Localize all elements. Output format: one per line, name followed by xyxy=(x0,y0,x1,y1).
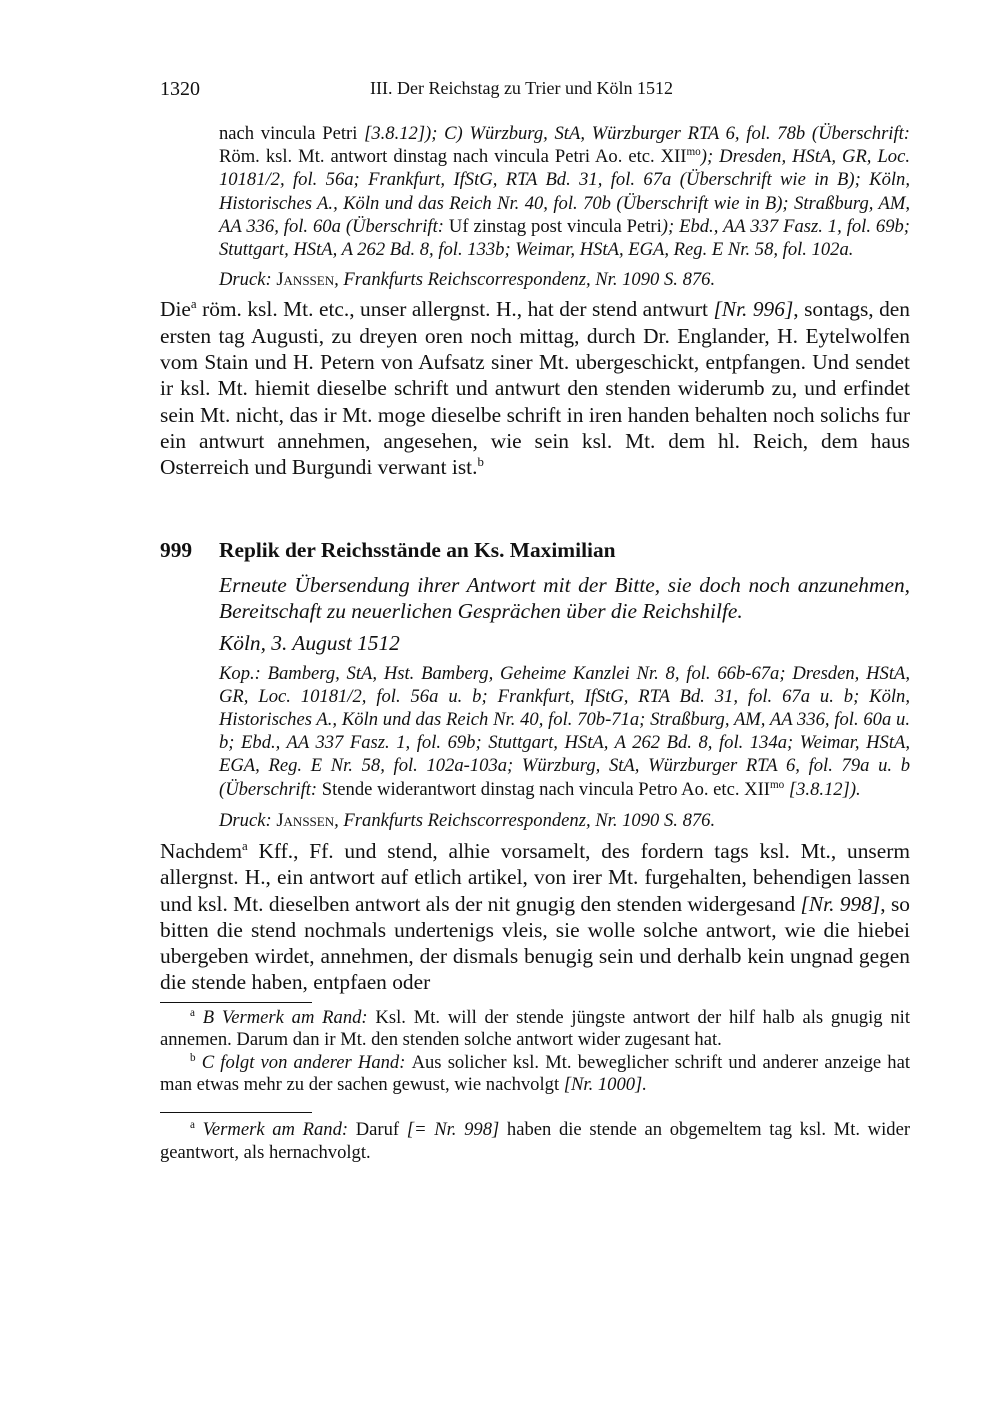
text-run: Uf zinstag post vincula Petri xyxy=(448,215,662,237)
footnote-marker: b xyxy=(190,1051,196,1064)
text-run: [3.8.12]); C) Würzburg, StA, Würzburger RTA 6, fol. 78b (Überschrift: xyxy=(364,123,911,144)
text-run: , so bitten die stend nochmals undertenigs vleis, sie wolle solche antwort, wie die hiebei ubergeben wirdet, annehmen, der dismals benugig sein und derhalb kein ungnad gegen die stende haben, entpfaen oder xyxy=(160,891,910,995)
text-run: Druck: xyxy=(219,809,277,831)
footnote-rule xyxy=(160,1002,312,1003)
page xyxy=(160,78,910,1164)
text-run: ); Dresden, HStA, GR, Loc. 10181/2, fol. 56a; Frankfurt, IfStG, RTA Bd. 31, fol. 67a (Überschrift wie in B); Köln, Historisches A., Köln und das Reich Nr. 40, fol. 70b (Überschrift wie in B); Straßburg, AM, AA 336, fol. 60a (Überschrift: xyxy=(219,146,910,237)
text-run: [Nr. 998] xyxy=(800,891,881,916)
doc-number: 999 xyxy=(160,537,193,562)
footnote-a-prev xyxy=(160,1007,910,1052)
doc-place-date: Köln, 3. August 1512 xyxy=(219,630,400,655)
footnote-b-prev xyxy=(160,1052,910,1097)
doc-title: Replik der Reichsstände an Ks. Maximilian xyxy=(219,537,616,562)
text-run: Daruf xyxy=(355,1119,407,1141)
text-run: haben die stende an obgemeltem tag ksl. Mt. wider geantwort, als hernachvolgt. xyxy=(160,1119,911,1163)
text-run: , Frankfurts Reichscorrespondenz, Nr. 1090 S. 876. xyxy=(334,809,716,831)
text-run: Janssen xyxy=(276,269,335,291)
text-run: [Nr. 1000]. xyxy=(563,1073,647,1095)
running-title: III. Der Reichstag zu Trier und Köln 1512 xyxy=(370,78,673,98)
footnote-rule xyxy=(160,1112,312,1113)
text-run: nach vincula Petri xyxy=(219,123,365,144)
text-run: Vermerk am Rand: xyxy=(194,1119,356,1141)
doc-text xyxy=(160,838,910,996)
footnote-marker: a xyxy=(241,838,248,853)
footnote-a-999 xyxy=(160,1119,910,1164)
text-run: Druck: xyxy=(219,269,277,291)
page-header xyxy=(160,78,910,108)
doc-print xyxy=(219,809,910,832)
footnote-marker: a xyxy=(190,1119,195,1132)
text-run: C folgt von anderer Hand: xyxy=(195,1051,412,1073)
prev-doc-text xyxy=(160,296,910,480)
text-run: Aus solicher ksl. Mt. beweglicher schrift und anderer anzeige hat man etwas mehr zu der sachen gewust, wie nachvolgt xyxy=(160,1051,910,1095)
footnote-marker: b xyxy=(477,455,484,470)
text-run: [= Nr. 998] xyxy=(406,1119,500,1141)
footnote-marker: a xyxy=(190,297,197,312)
doc-sources xyxy=(219,662,910,801)
text-run: B Vermerk am Rand: xyxy=(194,1006,376,1028)
text-run: ); Ebd., AA 337 Fasz. 1, fol. 69b; Stuttgart, HStA, A 262 Bd. 8, fol. 133b; Weimar, HStA, EGA, Reg. E Nr. 58, fol. 102a. xyxy=(219,215,910,261)
prev-doc-sources xyxy=(219,122,910,261)
text-run: [3.8.12]). xyxy=(784,778,861,800)
text-run: röm. ksl. Mt. etc., unser allergnst. H., hat der stend antwurt xyxy=(196,297,714,322)
text-run: [Nr. 996] xyxy=(713,297,794,322)
prev-doc-print xyxy=(219,268,910,291)
text-run: Nachdem xyxy=(160,838,242,863)
page-number: 1320 xyxy=(160,78,200,100)
footnote-marker: a xyxy=(190,1006,195,1019)
doc-heading xyxy=(160,538,910,565)
text-run: Stende widerantwort dinstag nach vincula Petro Ao. etc. XII xyxy=(321,778,770,800)
text-run: Kff., Ff. und stend, alhie vorsamelt, des fordern tags ksl. Mt., unserm allergnst. H., ein antwort auf etlich artikel, von irer Mt. furgehalten, behendigen lassen und ksl. Mt. dieselben antwort als der nit gnugig den stenden widergesand xyxy=(160,838,910,916)
text-run: Kop.: Bamberg, StA, Hst. Bamberg, Geheime Kanzlei Nr. 8, fol. 66b-67a; Dresden, HStA, GR, Loc. 10181/2, fol. 56a u. b; Frankfurt, IfStG, RTA Bd. 31, fol. 67a u. b; Köln, Historisches A., Köln und das Reich Nr. 40, fol. 70b-71a; Straßburg, AM, AA 336, fol. 60a u. b; Ebd., AA 337 Fasz. 1, fol. 69b; Stuttgart, HStA, A 262 Bd. 8, fol. 134a; Weimar, HStA, EGA, Reg. E Nr. 58, fol. 102a-103a; Würzburg, StA, Würzburger RTA 6, fol. 79a u. b (Überschrift: xyxy=(219,662,910,800)
text-run: Janssen xyxy=(276,809,335,831)
footnote-marker: mo xyxy=(769,778,785,791)
doc-regest: Erneute Übersendung ihrer Antwort mit der Bitte, sie doch noch anzunehmen, Bereitschaft zu neuerlichen Gesprächen über die Reichshilfe. xyxy=(219,572,910,623)
footnotes-999 xyxy=(160,1119,910,1164)
footnote-marker: mo xyxy=(686,146,701,159)
text-run: Röm. ksl. Mt. antwort dinstag nach vincula Petri Ao. etc. XII xyxy=(219,146,687,168)
text-run: Die xyxy=(160,297,191,322)
footnotes-prev xyxy=(160,1007,910,1097)
text-run: Ksl. Mt. will der stende jüngste antwort der hilf halb als gnugig nit annemen. Darum dan ir Mt. den stenden solche antwort wider zugesant hat. xyxy=(160,1006,910,1051)
text-run: , sontags, den ersten tag Augusti, zu dreyen oren noch mittag, durch Dr. Englander, H. Eytelwolfen vom Stain und H. Petern von Aufsatz siner Mt. ubergeschickt, entpfangen. Und sendet ir ksl. Mt. hiemit dieselbe schrift und antwurt den stenden widerumb zu, und erfindet sein Mt. nicht, das ir Mt. moge dieselbe schrift in iren handen behalten noch solichs fur ein antwurt annehmen, angesehen, wie sein ksl. Mt. dem hl. Reich, dem haus Osterreich und Burgundi verwant ist. xyxy=(160,297,910,480)
text-run: , Frankfurts Reichscorrespondenz, Nr. 1090 S. 876. xyxy=(334,269,716,291)
